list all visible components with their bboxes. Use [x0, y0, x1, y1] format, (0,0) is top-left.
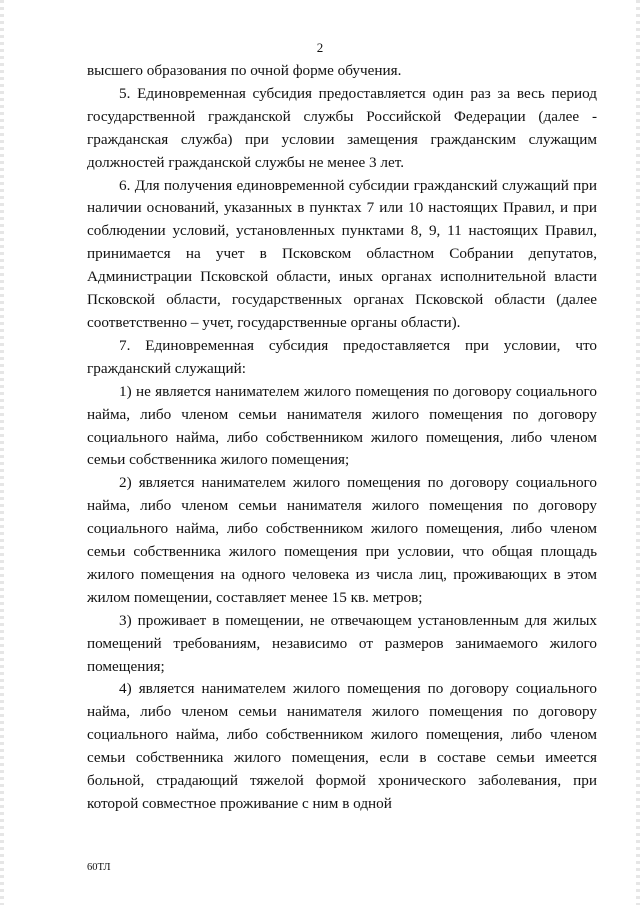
subitem-3: 3) проживает в помещении, не отвечающем установленным для жилых помещений требованиям, независимо от размеров занимаемого жилого помещения;: [87, 611, 597, 675]
paragraph-item-6: 6. Для получения единовременной субсидии гражданский служащий при наличии оснований, указанных в пунктах 7 или 10 настоящих Правил, и при соблюдении условий, установленных пунктами 8, 9, 11 настоящих Правил, принимается на учет в Псковском областном Собрании депутатов, Администрации Псковской области, иных органах исполнительной власти Псковской области, государственных органах Псковской области (далее соответственно – учет, государственные органы области).: [87, 176, 597, 331]
subitem-4: 4) является нанимателем жилого помещения по договору социального найма, либо членом семьи нанимателя жилого помещения по договору социального найма, либо собственником жилого помещения, либо членом семьи собственника жилого помещения, если в составе семьи имеется больной, страдающий тяжелой формой хронического заболевания, при которой совместное проживание с ним в одной: [87, 680, 597, 812]
footer-code: 60ТЛ: [87, 862, 111, 873]
scan-edge-left: [0, 0, 4, 905]
paragraph-item-7: 7. Единовременная субсидия предоставляется при условии, что гражданский служащий:: [87, 336, 597, 377]
paragraph-item-5: 5. Единовременная субсидия предоставляется один раз за весь период государственной гражданской службы Российской Федерации (далее - гражданская служба) при условии замещения гражданским служащим должностей гражданской службы не менее 3 лет.: [87, 84, 597, 171]
document-body: [87, 60, 597, 816]
paragraph-continuation: высшего образования по очной форме обучения.: [87, 62, 402, 79]
subitem-2: 2) является нанимателем жилого помещения по договору социального найма, либо членом семьи нанимателя жилого помещения по договору социального найма, либо собственником жилого помещения, либо членом семьи собственника жилого помещения при условии, что общая площадь жилого помещения на одного человека из числа лиц, проживающих в этом жилом помещении, составляет менее 15 кв. метров;: [87, 474, 597, 606]
page-number: 2: [316, 40, 324, 55]
scan-edge-right: [636, 0, 640, 905]
subitem-1: 1) не является нанимателем жилого помещения по договору социального найма, либо членом семьи нанимателя жилого помещения по договору социального найма, либо собственником жилого помещения, либо членом семьи собственника жилого помещения;: [87, 382, 597, 469]
